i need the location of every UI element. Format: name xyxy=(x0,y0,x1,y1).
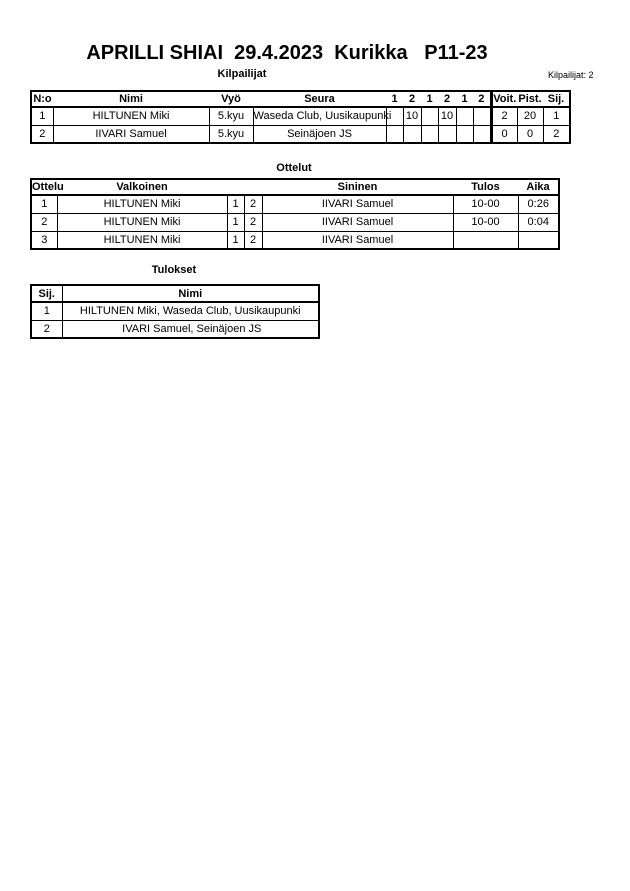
results-col-sij: Sij. xyxy=(31,285,62,302)
results-table xyxy=(30,284,320,339)
blue-player-number: 2 xyxy=(244,195,262,213)
score-cell xyxy=(456,107,473,125)
score-cell xyxy=(473,125,491,143)
match-number: 2 xyxy=(31,213,57,231)
match-result: 10-00 xyxy=(453,213,518,231)
matches-col-valkoinen: Valkoinen xyxy=(57,179,227,195)
score-cell xyxy=(456,125,473,143)
matches-col-sininen: Sininen xyxy=(262,179,453,195)
matches-table xyxy=(30,178,560,250)
result-name: IVARI Samuel, Seinäjoen JS xyxy=(62,320,319,338)
score-cell xyxy=(438,125,456,143)
competitors-col-score-2: 2 xyxy=(403,91,421,107)
page-title: APRILLI SHIAI 29.4.2023 Kurikka P11-23 xyxy=(86,42,488,64)
competitors-col-score-3: 1 xyxy=(421,91,438,107)
competitor-club: Seinäjoen JS xyxy=(253,125,386,143)
competitor-name: HILTUNEN Miki xyxy=(53,107,209,125)
competitor-wins: 2 xyxy=(491,107,517,125)
match-time: 0:26 xyxy=(518,195,559,213)
score-cell xyxy=(386,125,403,143)
blue-player-number: 2 xyxy=(244,231,262,249)
result-place: 1 xyxy=(31,302,62,320)
competitor-points: 20 xyxy=(517,107,543,125)
competitors-col-score-5: 1 xyxy=(456,91,473,107)
competitor-belt: 5.kyu xyxy=(209,125,253,143)
white-player-name: HILTUNEN Miki xyxy=(57,195,227,213)
results-header-row xyxy=(31,285,319,302)
blue-player-name: IIVARI Samuel xyxy=(262,213,453,231)
competitor-number: 1 xyxy=(31,107,53,125)
score-cell: 10 xyxy=(438,107,456,125)
competitors-col-score-4: 2 xyxy=(438,91,456,107)
competitors-count-label: Kilpailijat: 2 xyxy=(548,70,594,80)
matches-col-ottelu: Ottelu xyxy=(32,181,64,193)
competitor-place: 1 xyxy=(543,107,570,125)
score-cell xyxy=(421,107,438,125)
score-cell xyxy=(403,125,421,143)
competitors-col-score-1: 1 xyxy=(386,91,403,107)
competitors-col-score-6: 2 xyxy=(473,91,491,107)
matches-header-row xyxy=(31,179,559,195)
competitors-col-pist: Pist. xyxy=(518,93,542,105)
results-col-nimi: Nimi xyxy=(62,285,319,302)
competitor-club: Waseda Club, Uusikaupunki xyxy=(253,107,386,125)
competitors-col-no: N:o xyxy=(31,91,53,107)
competitor-row xyxy=(31,107,570,125)
score-cell: 10 xyxy=(403,107,421,125)
matches-col-tulos: Tulos xyxy=(453,179,518,195)
match-row xyxy=(31,195,559,213)
kilpailijat-section-title: Kilpailijat xyxy=(217,68,267,80)
ottelut-section-title: Ottelut xyxy=(276,162,312,174)
white-player-number: 1 xyxy=(227,213,244,231)
match-result xyxy=(453,231,518,249)
competitors-col-vyo: Vyö xyxy=(209,91,253,107)
white-player-number: 1 xyxy=(227,231,244,249)
competitor-row xyxy=(31,125,570,143)
competitors-col-seura: Seura xyxy=(253,91,386,107)
result-place: 2 xyxy=(31,320,62,338)
match-time: 0:04 xyxy=(518,213,559,231)
score-cell xyxy=(473,107,491,125)
match-result: 10-00 xyxy=(453,195,518,213)
competitor-name: IIVARI Samuel xyxy=(53,125,209,143)
white-player-name: HILTUNEN Miki xyxy=(57,231,227,249)
score-cell xyxy=(421,125,438,143)
match-row xyxy=(31,231,559,249)
competitors-table xyxy=(30,90,571,144)
competitors-col-voit: Voit. xyxy=(491,91,517,107)
white-player-number: 1 xyxy=(227,195,244,213)
match-time xyxy=(518,231,559,249)
result-name: HILTUNEN Miki, Waseda Club, Uusikaupunki xyxy=(62,302,319,320)
tulokset-section-title: Tulokset xyxy=(151,264,197,276)
matches-col-aika: Aika xyxy=(518,179,559,195)
competitor-wins: 0 xyxy=(491,125,517,143)
competitor-belt: 5.kyu xyxy=(209,107,253,125)
blue-player-name: IIVARI Samuel xyxy=(262,231,453,249)
match-row xyxy=(31,213,559,231)
match-number: 1 xyxy=(31,195,57,213)
blue-player-name: IIVARI Samuel xyxy=(262,195,453,213)
competitors-col-sij: Sij. xyxy=(543,91,570,107)
competitor-number: 2 xyxy=(31,125,53,143)
result-row xyxy=(31,302,319,320)
matches-col-blue-num-blank xyxy=(244,179,262,195)
matches-col-white-num-blank xyxy=(227,179,244,195)
competitor-place: 2 xyxy=(543,125,570,143)
match-number: 3 xyxy=(31,231,57,249)
competitors-col-nimi: Nimi xyxy=(53,91,209,107)
result-row xyxy=(31,320,319,338)
white-player-name: HILTUNEN Miki xyxy=(57,213,227,231)
competitors-header-row xyxy=(31,91,570,107)
blue-player-number: 2 xyxy=(244,213,262,231)
competitor-points: 0 xyxy=(517,125,543,143)
